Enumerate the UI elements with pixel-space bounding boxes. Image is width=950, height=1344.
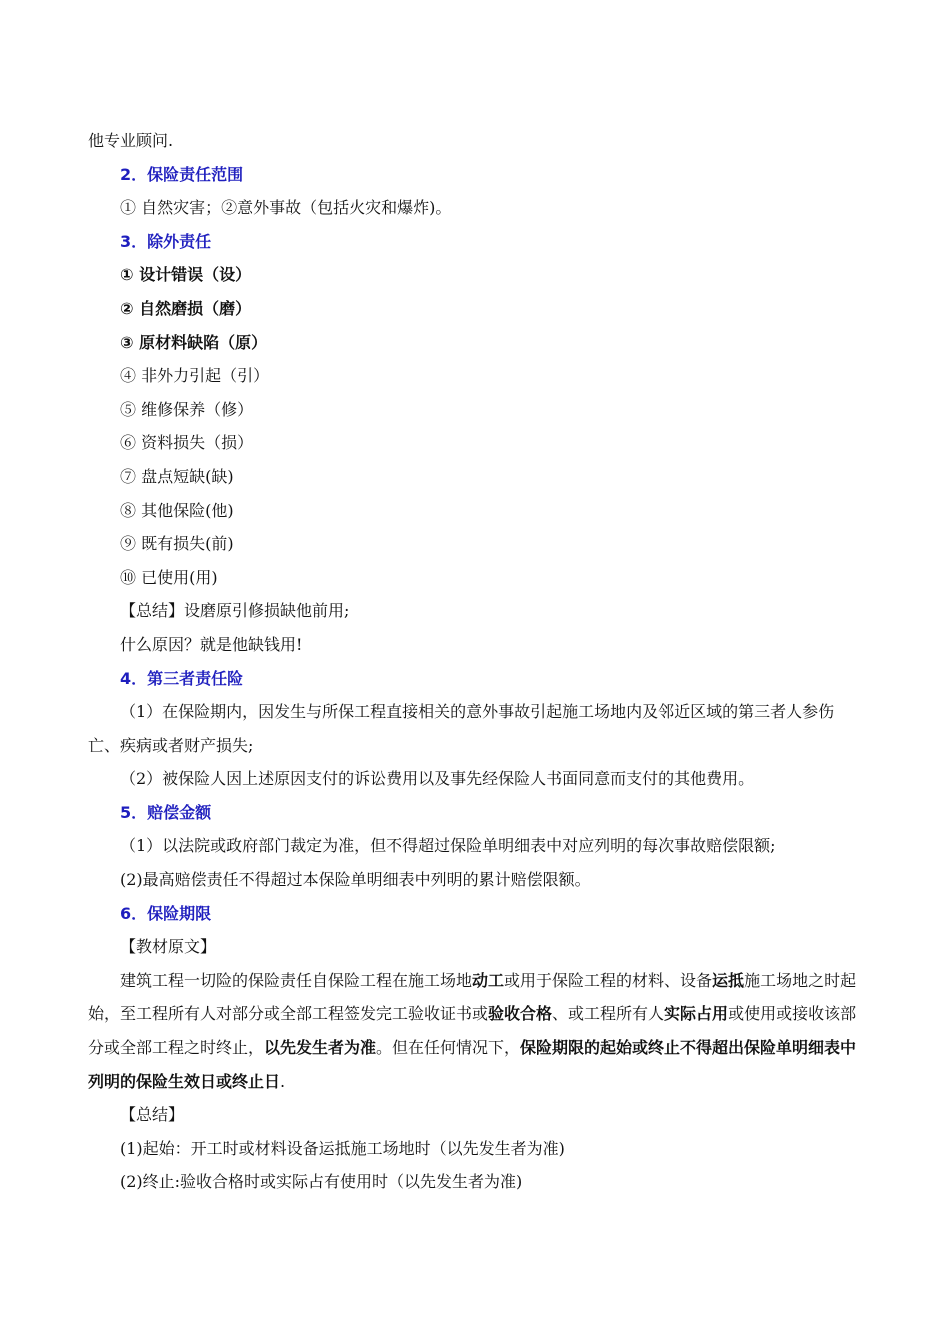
text-span: 或使用或接收该部分或全部工程之时终止， xyxy=(88,1004,857,1058)
text-paragraph: （2）被保险人因上述原因支付的诉讼费用以及事先经保险人书面同意而支付的其他费用。 xyxy=(120,769,755,789)
emphasis-span: 以先发生者为准 xyxy=(264,1038,377,1058)
summary-label: 【总结】 xyxy=(120,1105,185,1125)
exclusion-item: ⑧ 其他保险(他) xyxy=(120,500,234,520)
emphasis-span: 动工 xyxy=(472,970,505,990)
exclusion-item: ⑦ 盘点短缺(缺) xyxy=(120,466,234,486)
summary-line: 【总结】设磨原引修损缺他前用; xyxy=(120,601,350,621)
emphasis-span: 实际占用 xyxy=(664,1004,729,1024)
section-heading: 4．第三者责任险 xyxy=(120,668,244,688)
exclusion-item: ⑤ 维修保养（修） xyxy=(120,399,254,419)
section-heading: 3．除外责任 xyxy=(120,231,212,251)
exclusion-item: ③ 原材料缺陷（原） xyxy=(120,332,268,352)
section-heading: 5．赔偿金额 xyxy=(120,802,212,822)
emphasis-span: 保险期限的起始或终止不得超出保险单明细表中列明的保险生效日或终止日 xyxy=(88,1038,857,1091)
text-paragraph: （1）以法院或政府部门裁定为准，但不得超过保险单明细表中对应列明的每次事故赔偿限额; xyxy=(120,836,776,856)
section-heading: 2．保险责任范围 xyxy=(120,164,244,184)
exclusion-item: ⑩ 已使用(用) xyxy=(120,567,218,587)
text-line: (2)终止:验收合格时或实际占有使用时（以先发生者为准) xyxy=(120,1172,523,1192)
text-span: 或用于保险工程的材料、设备 xyxy=(504,970,713,990)
emphasis-span: 验收合格 xyxy=(488,1004,553,1024)
text-paragraph: (2)最高赔偿责任不得超过本保险单明细表中列明的累计赔偿限额。 xyxy=(120,870,591,890)
exclusion-item: ④ 非外力引起（引） xyxy=(120,366,270,386)
summary-line: 什么原因？就是他缺钱用! xyxy=(120,634,303,654)
text-paragraph: （1）在保险期内，因发生与所保工程直接相关的意外事故引起施工场地内及邻近区域的第三者人参伤亡、疾病或者财产损失; xyxy=(88,702,835,755)
text-span: . xyxy=(280,1071,286,1091)
emphasis-span: 运抵 xyxy=(712,970,745,990)
text-line: 他专业顾问. xyxy=(88,131,174,150)
exclusion-item: ① 设计错误（设） xyxy=(120,265,252,285)
text-span: 。但在任何情况下， xyxy=(376,1038,521,1058)
textbook-paragraph xyxy=(88,964,864,1098)
text-span: 、或工程所有人 xyxy=(552,1004,665,1024)
exclusion-item: ⑨ 既有损失(前) xyxy=(120,534,234,554)
text-span: 建筑工程一切险的保险责任自保险工程在施工场地 xyxy=(120,970,473,990)
text-line: ① 自然灾害；②意外事故（包括火灾和爆炸)。 xyxy=(120,198,452,218)
text-line: (1)起始：开工时或材料设备运抵施工场地时（以先发生者为准) xyxy=(120,1138,565,1158)
text-span: 施工场地之时起始，至工程所有人对部分或全部工程签发完工验收证书或 xyxy=(88,970,857,1024)
exclusion-item: ② 自然磨损（磨） xyxy=(120,298,252,318)
textbook-label: 【教材原文】 xyxy=(120,937,217,957)
exclusion-item: ⑥ 资料损失（损） xyxy=(120,433,254,453)
section-heading: 6．保险期限 xyxy=(120,903,212,923)
document-body xyxy=(88,124,864,1199)
